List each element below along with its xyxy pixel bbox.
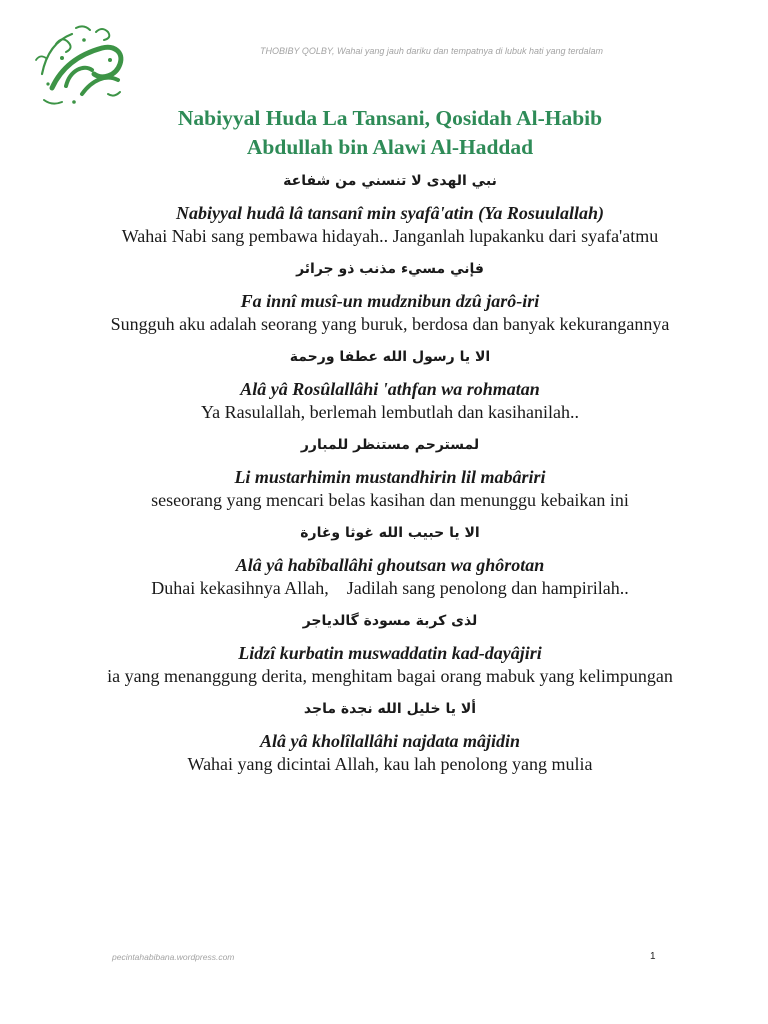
translation: ia yang menanggung derita, menghitam bagai orang mabuk yang kelimpungan	[107, 666, 673, 686]
translation: seseorang yang mencari belas kasihan dan menunggu kebaikan ini	[151, 490, 629, 510]
transliteration: Fa innî musî-un mudznibun dzû jarô-iri	[240, 291, 540, 311]
transliteration: Alâ yâ kholîlallâhi najdata mâjidin	[259, 731, 521, 751]
page-title	[100, 104, 680, 162]
title-line-2: Abdullah bin Alawi Al-Haddad	[246, 135, 534, 159]
stanza	[100, 432, 680, 512]
arabic-verse: لمسترحم مستنظر للمبارر	[300, 437, 480, 453]
transliteration: Lidzî kurbatin muswaddatin kad-dayâjiri	[238, 643, 542, 663]
stanza	[100, 344, 680, 424]
translation: Duhai kekasihnya Allah, Jadilah sang penolong dan hampirilah..	[151, 578, 629, 598]
arabic-verse: نبي الهدى لا تنسني من شفاعة	[283, 173, 497, 189]
arabic-verse: الا يا رسول الله عطفا ورحمة	[289, 349, 491, 365]
transliteration: Nabiyyal hudâ lâ tansanî min syafâ'atin (Ya Rosuulallah)	[176, 203, 604, 223]
translation: Ya Rasulallah, berlemah lembutlah dan kasihanilah..	[200, 402, 580, 422]
transliteration: Li mustarhimin mustandhirin lil mabâriri	[234, 467, 546, 487]
muhammad-calligraphy-logo-icon	[22, 14, 132, 114]
arabic-verse: لذى كربة مسودة گالدياجر	[302, 613, 478, 629]
stanza	[100, 696, 680, 776]
footer-site-url: pecintahabibana.wordpress.com	[112, 952, 235, 962]
arabic-verse: فإني مسيء مذنب ذو جرائر	[296, 261, 484, 277]
page-number: 1	[650, 951, 656, 962]
stanza	[100, 520, 680, 600]
header-note: THOBIBY QOLBY, Wahai yang jauh dariku dan tempatnya di lubuk hati yang terdalam	[260, 46, 604, 56]
translation: Wahai yang dicintai Allah, kau lah penolong yang mulia	[187, 754, 593, 774]
translation: Sungguh aku adalah seorang yang buruk, berdosa dan banyak kekurangannya	[110, 314, 670, 334]
arabic-verse: الا يا حبيب الله غوثا وغارة	[300, 525, 480, 541]
title-line-1: Nabiyyal Huda La Tansani, Qosidah Al-Habib	[177, 106, 603, 130]
stanza	[100, 168, 680, 248]
stanza	[100, 608, 680, 688]
stanza	[100, 256, 680, 336]
translation: Wahai Nabi sang pembawa hidayah.. Janganlah lupakanku dari syafa'atmu	[121, 226, 659, 246]
transliteration: Alâ yâ habîballâhi ghoutsan wa ghôrotan	[235, 555, 545, 575]
transliteration: Alâ yâ Rosûlallâhi 'athfan wa rohmatan	[240, 379, 540, 399]
arabic-verse: ألا يا خليل الله نجدة ماجد	[303, 701, 477, 717]
stanza-list	[100, 168, 680, 784]
